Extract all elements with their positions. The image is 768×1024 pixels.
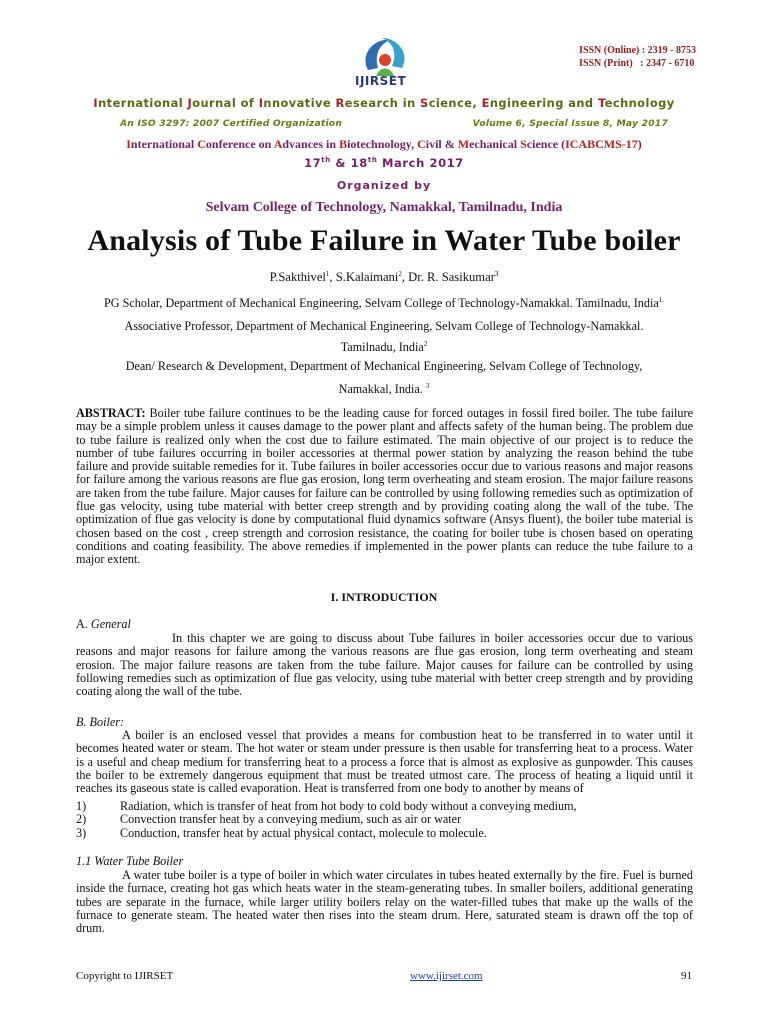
issn-block [579,44,696,70]
iso-certification: An ISO 3297: 2007 Certified Organization [120,118,343,129]
conf-part: cience ( [526,137,566,151]
conf-part: onference on [205,137,274,151]
conf-part: C [417,137,426,151]
conf-part: M [457,137,470,151]
subsection-general-heading: A. General [76,617,131,631]
list-item-text: Radiation, which is transfer of heat from hot body to cold body without a conveying medium, [120,799,577,813]
conf-part: ) [637,137,642,151]
footer-website-link[interactable]: www.ijirset.com [410,970,483,982]
list-item [76,800,693,813]
footer-copyright: Copyright to IJIRSET [76,970,174,982]
abstract [76,407,693,567]
conference-dates: 17th & 18th March 2017 [304,156,464,170]
affiliation-2-line-2: Tamilnadu, India$^2$ [340,340,428,355]
list-item-number: 2) [76,812,87,827]
boiler-paragraph: A boiler is an enclosed vessel that provides a means for combustion heat to be transferred in to water until it becomes heated water or steam. The hot water or steam under pressure is then usable for transferring heat to a process. Water is a useful and cheap medium for transferring heat to a process a force that is almost as explosive as gunpowder. This causes the boiler to be extremely dangerous equipment that must be treated utmost care. The process of heating a liquid until it reaches its gaseous state is called evaporation. Heat is transferred from one body to another by means of [76,728,693,796]
conf-part: echanical [469,137,521,151]
page-number: 91 [681,970,692,982]
affiliation-1: PG Scholar, Department of Mechanical Engineering, Selvam College of Technology-Namakkal. Tamilnadu, India$^{1.}$ [103,296,665,311]
conf-part: ivil & [425,137,458,151]
journal-part: ngineering and [489,96,598,110]
subsection-water-tube-boiler-heading: 1.1 Water Tube Boiler [76,854,184,868]
conference-name [0,137,768,152]
logo-wordmark: IJIRSET [355,74,407,88]
journal-part: nnovative [263,96,336,110]
heat-transfer-list [76,800,693,840]
paper-title: Analysis of Tube Failure in Water Tube boiler [87,224,681,257]
author-list: P.Sakthivel$^1$, S.Kalaimani$^2$, Dr. R. Sasikumar$^3$ [269,270,499,285]
issn-print: ISSN (Print) : 2347 - 6710 [579,58,695,69]
section-heading-introduction: I. INTRODUCTION [330,590,438,604]
list-item [76,827,693,840]
journal-part: T [597,96,605,110]
issn-online: ISSN (Online) : 2319 - 8753 [579,45,696,56]
journal-part: S [420,96,429,110]
conf-part: A [273,137,283,151]
journal-part: ournal of [192,96,259,110]
conf-part: iotechnology, [347,137,418,151]
journal-part: echnology [604,96,675,110]
conf-part: B [339,137,348,151]
journal-part: esearch in [344,96,421,110]
conf-part: dvances in [282,137,340,151]
journal-part: nternational [98,96,188,110]
list-item-text: Convection transfer heat by a conveying medium, such as air or water [120,812,462,827]
affiliation-2-line-1: Associative Professor, Department of Mechanical Engineering, Selvam College of Technology-Namakkal. [124,319,644,333]
conf-part: I [126,137,131,151]
journal-name [0,96,768,110]
list-item-number: 1) [76,799,87,813]
general-paragraph: In this chapter we are going to discuss about Tube failures in boiler accessories occur due to various reasons and major reasons for failure among the various reasons are flue gas erosion, long term overheating and steam erosion. The major failure reasons are taken from the tube failure. Major causes for failure can be controlled by using following remedies such as optimization of flue gas velocity, using tube material with better creep strength and by providing coating along the wall of the tube. [76,631,693,699]
subsection-boiler-heading: B. Boiler: [76,715,125,729]
journal-part: R [335,96,345,110]
abstract-label: ABSTRACT: [76,406,146,420]
conf-part: ICABCMS-17 [565,137,638,151]
conf-part: S [520,137,527,151]
list-item-number: 3) [76,825,87,840]
abstract-text: Boiler tube failure continues to be the leading cause for forced outages in fossil fired boiler. The tube failure may be a simple problem unless it causes damage to the power plant and affects safety of the human being. The problem due to tube failure is realized only when the cost due to failure estimated. The main objective of our project is to reduce the number of tube failures occurring in boiler accessories at thermal power station by analyzing the reason behind the tube failure and provide suitable remedies for it. Tube failures in boiler accessories occur due to various reasons and major reasons for failure among the various reasons are flue gas erosion, long term overheating and steam erosion. The major failure reasons are taken from the tube failure. Major causes for failure can be controlled by using following remedies such as optimization of flue gas velocity, using tube material with better creep strength and by providing coating along the wall of the tube. The optimization of flue gas velocity is done by computational fluid dynamics software (Ansys fluent), the boiler tube material is chosen based on the cost , creep strength and corrosion resistance, the coating for boiler tube is chosen based on operating conditions and coating feasibility. The above remedies if implemented in the power plants can reduce the tube failure to a major extent. [76,406,693,567]
conf-part: C [197,137,206,151]
journal-part: J [187,96,193,110]
affiliation-3-line-2: Namakkal, India. $^3$ [338,382,430,397]
conf-part: nternational [130,137,198,151]
volume-info: Volume 6, Special Issue 8, May 2017 [472,118,668,129]
journal-part: I [93,96,99,110]
water-tube-boiler-paragraph: A water tube boiler is a type of boiler in which water circulates in tubes heated externally by the fire. Fuel is burned inside the furnace, creating hot gas which heats water in the steam-generating tubes. In smaller boilers, additional generating tubes are separate in the furnace, while larger utility boilers relay on the water-filled tubes that make up the walls of the furnace to generate steam. The heated water then rises into the steam drum. Here, saturated steam is drawn off the top of drum. [76,868,693,936]
list-item-text: Conduction, transfer heat by actual physical contact, molecule to molecule. [120,825,487,840]
affiliation-3-line-1: Dean/ Research & Development, Department of Mechanical Engineering, Selvam College of Technology, [125,359,643,373]
organized-by: Organized by [336,179,432,192]
journal-part: E [481,96,490,110]
journal-part: cience, [428,96,482,110]
list-item [76,813,693,826]
organizing-college: Selvam College of Technology, Namakkal, Tamilnadu, India [205,200,563,215]
journal-part: I [258,96,264,110]
